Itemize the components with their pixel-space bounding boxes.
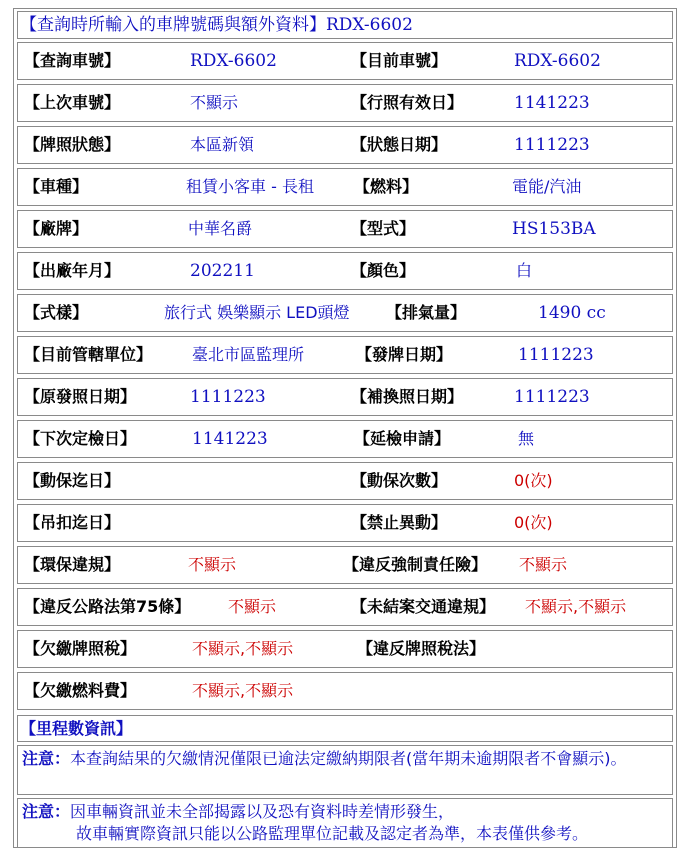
note-unpaid <box>17 745 673 795</box>
label-issue-date: 【發牌日期】 <box>356 345 453 364</box>
label-highway-act-violation: 【違反公路法第75條】 <box>24 597 191 616</box>
value-highway-act-violation: 不顯示 <box>228 597 277 616</box>
row-original-license-date <box>17 378 673 416</box>
label-original-license-date: 【原發照日期】 <box>24 387 137 406</box>
label-inspection-deferral: 【延檢申請】 <box>354 429 451 448</box>
value-brand: 中華名爵 <box>188 219 253 238</box>
note-disclaimer-text: 因車輛資訊並未全部揭露以及恐有資料時差情形發生， <box>70 802 455 821</box>
note-disclaimer <box>17 798 673 848</box>
label-license-tax-violation: 【違反牌照稅法】 <box>357 639 486 658</box>
row-manufacture-date <box>17 252 673 290</box>
row-next-inspection <box>17 420 673 458</box>
label-compulsory-insurance: 【違反強制責任險】 <box>343 555 488 574</box>
row-environmental <box>17 546 673 584</box>
label-suspension-date: 【吊扣迄日】 <box>24 513 121 532</box>
value-unpaid-fuel-fee: 不顯示,不顯示 <box>192 681 294 700</box>
note-disclaimer-text-2: 故車輛實際資訊只能以公路監理單位記載及認定者為準，本表僅供參考。 <box>76 824 589 843</box>
value-inspection-deferral: 無 <box>518 429 535 448</box>
label-model: 【型式】 <box>351 219 416 238</box>
value-vehicle-type: 租賃小客車 - 長租 <box>186 177 314 196</box>
value-environmental-violation: 不顯示 <box>188 555 237 574</box>
row-query-plate <box>17 42 673 80</box>
note-unpaid-text: 本查詢結果的欠繳情況僅限已逾法定繳納期限者(當年期未逾期限者不會顯示)。 <box>70 749 627 768</box>
query-header <box>17 11 673 39</box>
row-suspension <box>17 504 673 542</box>
note-disclaimer-label: 注意： <box>22 802 71 821</box>
value-current-plate: RDX-6602 <box>514 51 601 71</box>
value-plate-status: 本區新領 <box>190 135 255 154</box>
label-chattel-mortgage-date: 【動保迄日】 <box>24 471 121 490</box>
label-body-style: 【式樣】 <box>24 303 89 322</box>
value-body-style: 旅行式 娛樂顯示 LED頭燈 <box>164 303 350 322</box>
row-plate-status <box>17 126 673 164</box>
row-brand <box>17 210 673 248</box>
mileage-section-title: 【里程數資訊】 <box>17 715 673 742</box>
header-plate: RDX-6602 <box>326 15 413 35</box>
label-current-plate: 【目前車號】 <box>351 51 448 70</box>
label-query-plate: 【查詢車號】 <box>24 51 121 70</box>
value-reissue-date: 1111223 <box>514 387 590 407</box>
label-unpaid-license-tax: 【欠繳牌照稅】 <box>24 639 137 658</box>
label-unpaid-fuel-fee: 【欠繳燃料費】 <box>24 681 137 700</box>
label-chattel-mortgage-count: 【動保次數】 <box>351 471 448 490</box>
value-compulsory-insurance: 不顯示 <box>519 555 568 574</box>
label-fuel: 【燃料】 <box>354 177 419 196</box>
value-pending-traffic-violation: 不顯示,不顯示 <box>525 597 627 616</box>
row-previous-plate <box>17 84 673 122</box>
value-displacement: 1490 cc <box>538 303 606 323</box>
value-status-date: 1111223 <box>514 135 590 155</box>
label-color: 【顏色】 <box>351 261 416 280</box>
label-manufacture-date: 【出廠年月】 <box>24 261 121 280</box>
row-license-tax <box>17 630 673 668</box>
value-original-license-date: 1111223 <box>190 387 266 407</box>
value-license-valid: 1141223 <box>514 93 590 113</box>
label-reissue-date: 【補換照日期】 <box>351 387 464 406</box>
row-vehicle-type <box>17 168 673 206</box>
label-status-date: 【狀態日期】 <box>351 135 448 154</box>
value-unpaid-license-tax: 不顯示,不顯示 <box>192 639 294 658</box>
label-plate-status: 【牌照狀態】 <box>24 135 121 154</box>
row-highway-act <box>17 588 673 626</box>
value-manufacture-date: 202211 <box>190 261 255 281</box>
label-license-valid: 【行照有效日】 <box>351 93 464 112</box>
row-body-style <box>17 294 673 332</box>
value-jurisdiction: 臺北市區監理所 <box>192 345 305 364</box>
label-displacement: 【排氣量】 <box>386 303 467 322</box>
value-color: 白 <box>516 261 533 280</box>
label-jurisdiction: 【目前管轄單位】 <box>24 345 153 364</box>
label-next-inspection: 【下次定檢日】 <box>24 429 137 448</box>
value-next-inspection: 1141223 <box>192 429 268 449</box>
note-unpaid-label: 注意： <box>22 749 71 768</box>
value-fuel: 電能/汽油 <box>512 177 582 196</box>
value-query-plate: RDX-6602 <box>190 51 277 71</box>
value-transfer-ban: 0(次) <box>514 513 553 532</box>
label-transfer-ban: 【禁止異動】 <box>351 513 448 532</box>
value-model: HS153BA <box>512 219 596 239</box>
header-title: 【查詢時所輸入的車牌號碼與額外資料】 <box>20 15 326 35</box>
label-environmental-violation: 【環保違規】 <box>24 555 121 574</box>
label-pending-traffic-violation: 【未結案交通違規】 <box>351 597 496 616</box>
value-issue-date: 1111223 <box>518 345 594 365</box>
label-previous-plate: 【上次車號】 <box>24 93 121 112</box>
value-chattel-mortgage-count: 0(次) <box>514 471 553 490</box>
label-vehicle-type: 【車種】 <box>24 177 89 196</box>
label-brand: 【廠牌】 <box>24 219 89 238</box>
row-chattel-mortgage <box>17 462 673 500</box>
row-jurisdiction <box>17 336 673 374</box>
value-previous-plate: 不顯示 <box>190 93 239 112</box>
row-fuel-fee <box>17 672 673 710</box>
